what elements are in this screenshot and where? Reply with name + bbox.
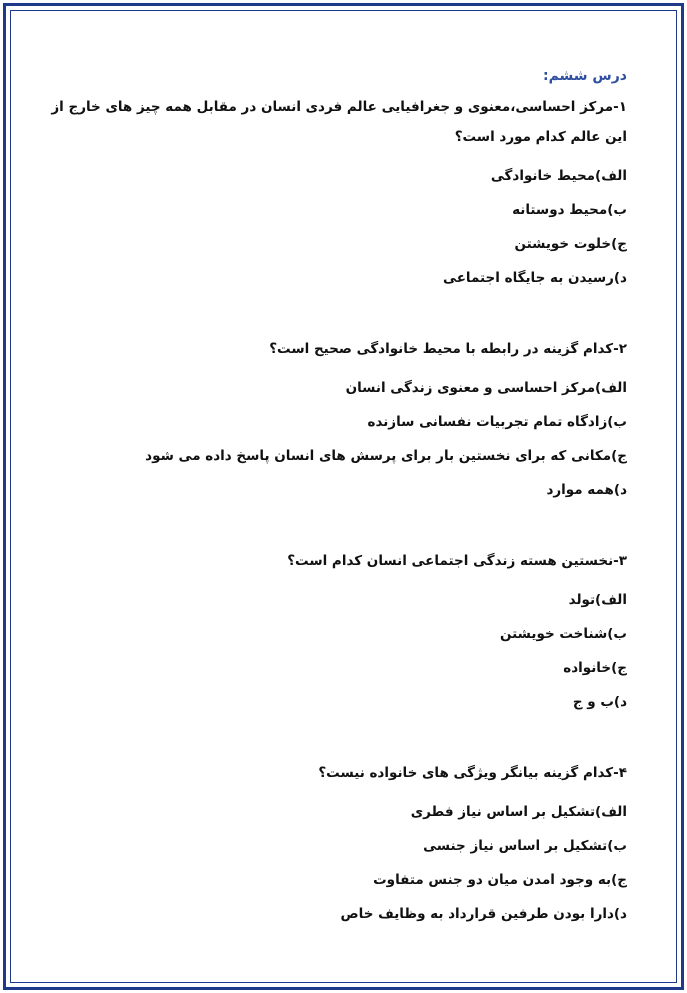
options-list (40, 166, 627, 288)
question-text: ۳-نخستین هسته زندگی اجتماعی انسان کدام است؟ (287, 553, 627, 569)
option-alef: الف)تشکیل بر اساس نیاز فطری (410, 804, 627, 820)
option-alef: الف)مرکز احساسی و معنوی زندگی انسان (345, 380, 627, 396)
question-text: ۲-کدام گزینه در رابطه با محیط خانوادگی صحیح است؟ (269, 341, 627, 357)
option-be: ب)محیط دوستانه (512, 202, 627, 218)
document-body (40, 66, 627, 924)
question-block-2 (40, 334, 627, 500)
option-dal: د)همه موارد (546, 482, 627, 498)
question-block-4 (40, 758, 627, 924)
option-be: ب)زادگاه تمام تجربیات نفسانی سازنده (367, 414, 627, 430)
option-dal: د)رسیدن به جایگاه اجتماعی (443, 270, 627, 286)
lesson-title: درس ششم: (542, 68, 627, 84)
option-jim: ج)خلوت خویشتن (514, 236, 627, 252)
option-jim: ج)خانواده (563, 660, 627, 676)
question-text: ۱-مرکز احساسی،معنوی و جغرافیایی عالم فردی انسان در مقابل همه چیز های خارج از این عالم کدام مورد است؟ (51, 99, 627, 145)
option-be: ب)تشکیل بر اساس نیاز جنسی (423, 838, 627, 854)
options-list (40, 378, 627, 500)
option-dal: د)دارا بودن طرفین قرارداد به وظایف خاص (340, 906, 627, 922)
option-alef: الف)محیط خانوادگی (490, 168, 627, 184)
question-block-3 (40, 546, 627, 712)
options-list (40, 802, 627, 924)
option-jim: ج)مکانی که برای نخستین بار برای پرسش های انسان پاسخ داده می شود (145, 448, 627, 464)
question-block-1 (40, 92, 627, 288)
question-text: ۴-کدام گزینه بیانگر ویژگی های خانواده نیست؟ (318, 765, 627, 781)
options-list (40, 590, 627, 712)
option-be: ب)شناخت خویشتن (500, 626, 627, 642)
option-alef: الف)تولد (568, 592, 627, 608)
option-jim: ج)به وجود امدن میان دو جنس متفاوت (373, 872, 627, 888)
option-dal: د)ب و ج (572, 694, 627, 710)
